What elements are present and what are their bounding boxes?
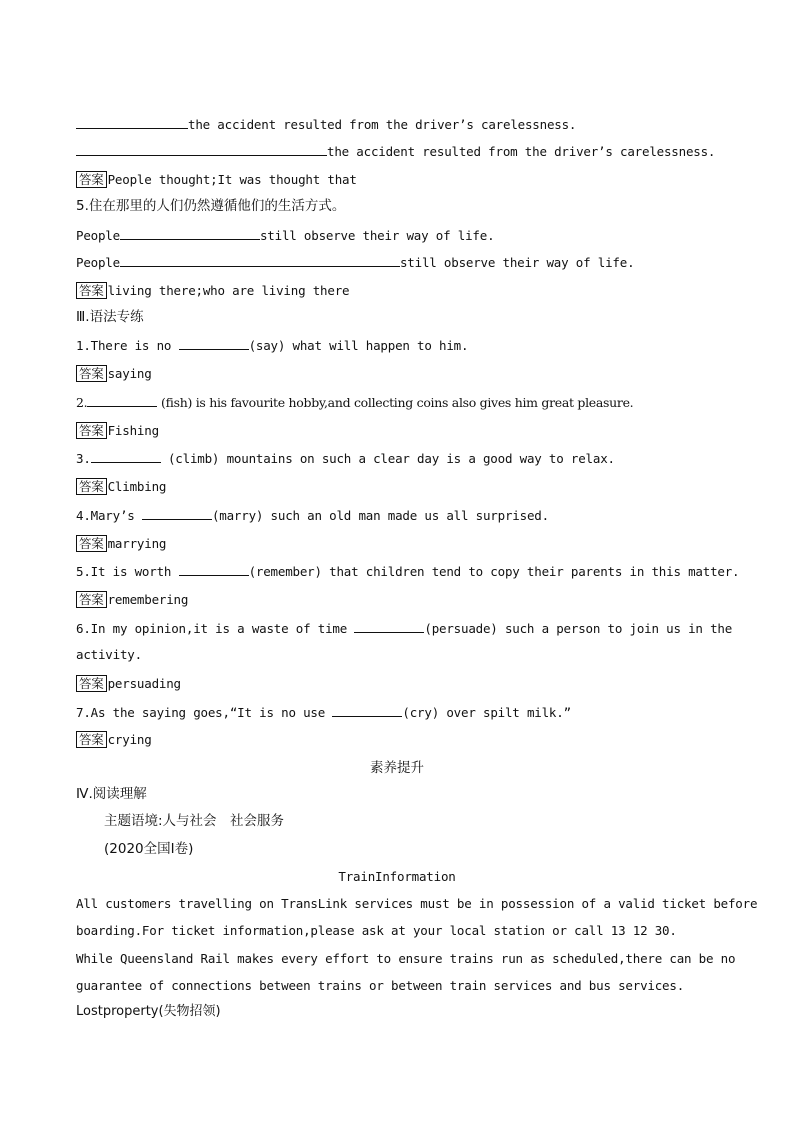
question-text: 7.As the saying goes,“It is no use — [76, 705, 333, 720]
section-title: 素养提升 — [370, 760, 424, 776]
answer-text: persuading — [107, 676, 181, 691]
question-text: 2. — [76, 395, 88, 410]
answer-label-box: 答案 — [76, 365, 107, 382]
question-text: (say) what will happen to him. — [248, 338, 469, 353]
answer-label-box: 答案 — [76, 535, 107, 552]
sentence-start: People — [76, 255, 120, 270]
answer-text: remembering — [107, 592, 189, 607]
answer-line — [76, 171, 718, 188]
answer-blank[interactable] — [179, 337, 249, 350]
translation-line — [76, 254, 718, 271]
passage-title: TrainInformation — [338, 869, 456, 884]
question-prompt: 5.住在那里的人们仍然遵循他们的生活方式。 — [76, 198, 346, 214]
section-heading: Ⅳ.阅读理解 — [76, 786, 147, 802]
grammar-question — [76, 507, 718, 524]
passage-subheading: Lostproperty(失物招领) — [76, 1004, 221, 1019]
answer-label-box: 答案 — [76, 675, 107, 692]
answer-blank[interactable] — [332, 704, 402, 717]
answer-line — [76, 282, 718, 299]
answer-text: marrying — [107, 536, 167, 551]
question-text: 5.It is worth — [76, 564, 179, 579]
answer-label-box: 答案 — [76, 422, 107, 439]
grammar-question — [76, 704, 718, 721]
question-text: (persuade) such a person to join us in the — [424, 621, 733, 636]
sentence-text: the accident resulted from the driver’s carelessness. — [188, 117, 577, 132]
answer-blank[interactable] — [76, 143, 327, 156]
grammar-question — [76, 450, 718, 467]
translation-line — [76, 116, 718, 133]
exam-source: (2020全国Ⅰ卷) — [104, 841, 194, 857]
answer-text: saying — [107, 366, 152, 381]
question-text: 4.Mary’s — [76, 508, 142, 523]
answer-line — [76, 591, 718, 608]
question-text: (cry) over spilt milk.” — [402, 705, 571, 720]
sentence-start: People — [76, 228, 120, 243]
section-heading: Ⅲ.语法专练 — [76, 309, 144, 325]
answer-label-box: 答案 — [76, 591, 107, 608]
translation-line — [76, 227, 718, 244]
answer-text: Climbing — [107, 479, 167, 494]
question-text: (remember) that children tend to copy their parents in this matter. — [248, 564, 740, 579]
question-text: 3. — [76, 451, 91, 466]
answer-blank[interactable] — [87, 394, 157, 407]
question-text: 1.There is no — [76, 338, 179, 353]
answer-blank[interactable] — [179, 563, 249, 576]
answer-text: People thought;It was thought that — [107, 172, 357, 187]
answer-label-box: 答案 — [76, 478, 107, 495]
answer-line — [76, 478, 718, 495]
answer-blank[interactable] — [354, 620, 424, 633]
answer-line — [76, 365, 718, 382]
answer-blank[interactable] — [120, 254, 400, 267]
sentence-text: still observe their way of life. — [399, 255, 635, 270]
grammar-question — [76, 563, 740, 580]
answer-label-box: 答案 — [76, 171, 107, 188]
answer-line — [76, 535, 718, 552]
answer-label-box: 答案 — [76, 282, 107, 299]
question-text: (climb) mountains on such a clear day is a good way to relax. — [160, 451, 615, 466]
passage-line: guarantee of connections between trains or between train services and bus services. — [76, 978, 685, 993]
theme-context: 主题语境:人与社会 社会服务 — [104, 813, 285, 829]
sentence-text: still observe their way of life. — [259, 228, 495, 243]
answer-label-box: 答案 — [76, 731, 107, 748]
question-continuation: activity. — [76, 647, 142, 662]
passage-line: All customers travelling on TransLink services must be in possession of a valid ticket before — [76, 896, 758, 911]
question-text: 6.In my opinion,it is a waste of time — [76, 621, 355, 636]
answer-text: Fishing — [107, 423, 159, 438]
grammar-question — [76, 337, 718, 354]
answer-line — [76, 731, 718, 748]
answer-line — [76, 675, 718, 692]
answer-blank[interactable] — [120, 227, 260, 240]
grammar-question — [76, 620, 733, 637]
answer-blank[interactable] — [142, 507, 212, 520]
translation-line — [76, 143, 718, 160]
answer-line — [76, 422, 718, 439]
question-text: (fish) is his favourite hobby,and collecting coins also gives him great pleasure. — [157, 395, 634, 410]
answer-blank[interactable] — [76, 116, 188, 129]
sentence-text: the accident resulted from the driver’s carelessness. — [327, 144, 716, 159]
answer-text: living there;who are living there — [107, 283, 350, 298]
passage-line: boarding.For ticket information,please ask at your local station or call 13 12 30. — [76, 923, 677, 938]
grammar-question — [76, 394, 718, 411]
passage-line: While Queensland Rail makes every effort to ensure trains run as scheduled,there can be no — [76, 951, 736, 966]
answer-blank[interactable] — [91, 450, 161, 463]
question-text: (marry) such an old man made us all surprised. — [211, 508, 549, 523]
answer-text: crying — [107, 732, 152, 747]
